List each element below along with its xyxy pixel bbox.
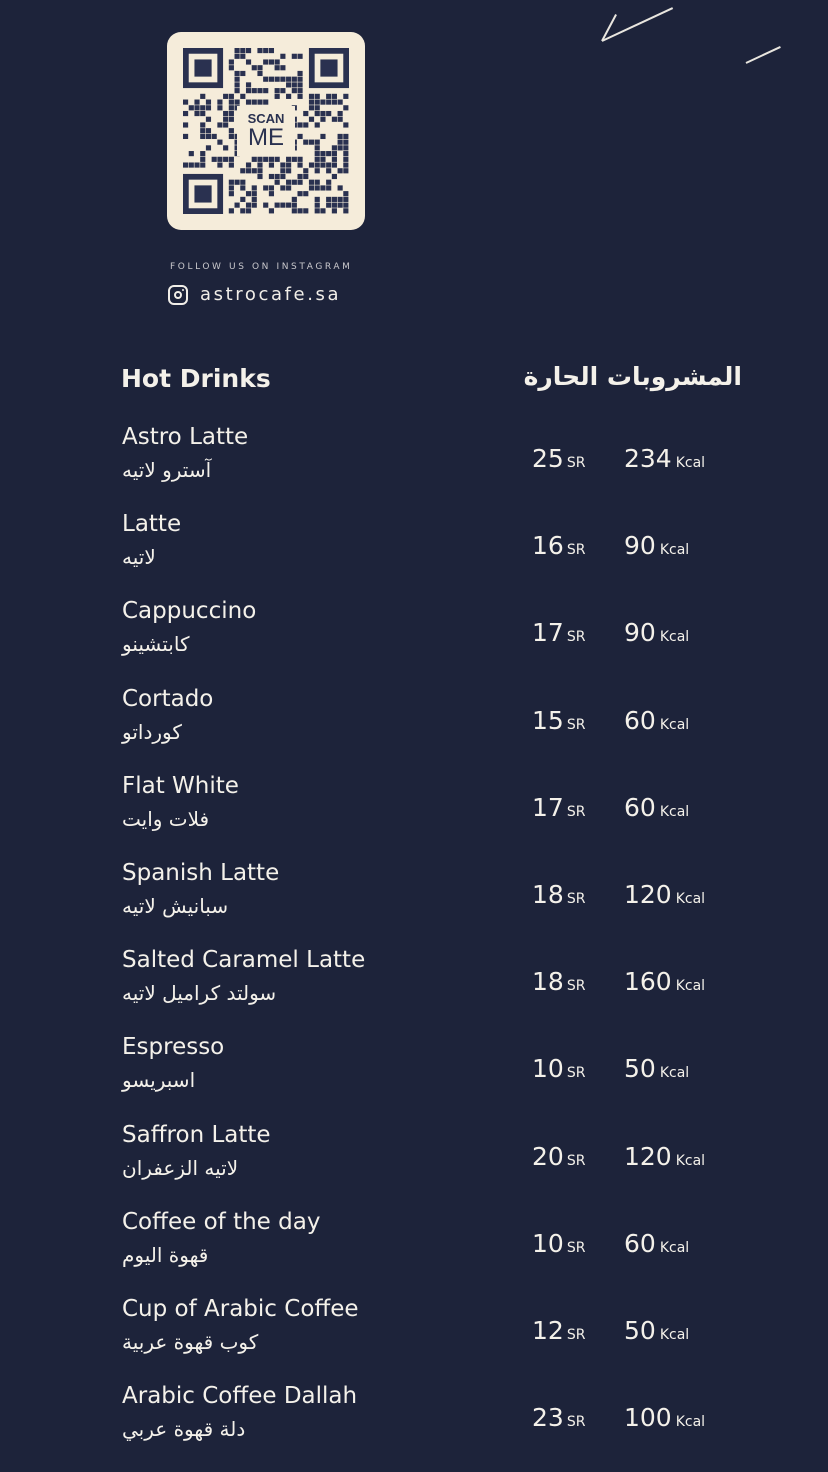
calorie-label: Kcal [659, 629, 690, 646]
item-name-ar: كوب قهوة عربية [122, 1329, 259, 1354]
item-price [532, 967, 585, 996]
item-name-ar: لاتيه الزعفران [122, 1155, 239, 1180]
item-name-en: Salted Caramel Latte [122, 947, 366, 974]
price-value: 23 [532, 1403, 564, 1433]
qr-code[interactable] [167, 32, 365, 230]
item-price [532, 444, 585, 473]
item-calories [624, 793, 689, 822]
item-name-en: Cup of Arabic Coffee [122, 1295, 359, 1322]
currency-label: SR [566, 629, 586, 646]
section-title-ar: المشروبات الحارة [523, 362, 742, 391]
price-value: 15 [532, 705, 564, 735]
item-name-ar: فلات وايت [122, 806, 210, 831]
calorie-label: Kcal [675, 455, 706, 471]
calorie-label: Kcal [675, 978, 706, 995]
price-value: 17 [532, 618, 564, 648]
item-calories [624, 444, 705, 473]
calorie-label: Kcal [659, 716, 690, 733]
item-calories [624, 706, 689, 735]
calorie-label: Kcal [659, 1239, 690, 1256]
item-calories [624, 1229, 689, 1258]
item-calories [624, 531, 689, 560]
section-title-en: Hot Drinks [121, 364, 271, 393]
price-value: 18 [532, 967, 564, 997]
calorie-label: Kcal [675, 1414, 706, 1431]
calorie-value: 100 [624, 1403, 672, 1433]
item-name-en: Saffron Latte [122, 1121, 271, 1148]
item-name-en: Cortado [122, 685, 214, 712]
decorative-line [746, 46, 781, 64]
calorie-value: 50 [624, 1315, 656, 1345]
item-name-en: Astro Latte [122, 424, 249, 450]
calorie-label: Kcal [659, 1065, 690, 1082]
item-price [532, 1316, 585, 1345]
item-calories [624, 1054, 689, 1083]
menu-item [0, 1203, 828, 1290]
currency-label: SR [566, 542, 586, 559]
item-price [532, 880, 585, 909]
item-price [532, 1054, 585, 1083]
item-calories [624, 880, 705, 909]
item-name-en: Latte [122, 511, 182, 538]
calorie-label: Kcal [675, 890, 706, 907]
price-value: 18 [532, 879, 564, 909]
item-name-en: Arabic Coffee Dallah [122, 1383, 358, 1410]
item-price [532, 531, 585, 560]
price-value: 10 [532, 1228, 564, 1258]
decorative-line [602, 7, 674, 42]
calorie-label: Kcal [675, 1152, 706, 1169]
currency-label: SR [566, 1152, 586, 1169]
item-name-ar: دلة قهوة عربي [122, 1417, 246, 1442]
menu-item [0, 505, 828, 592]
item-name-en: Espresso [122, 1034, 225, 1061]
item-name-ar: كورداتو [122, 719, 182, 744]
item-name-en: Spanish Latte [122, 859, 280, 886]
calorie-value: 60 [624, 792, 656, 822]
currency-label: SR [566, 1326, 586, 1343]
item-name-ar: كابتشينو [122, 632, 190, 657]
item-price [532, 618, 585, 647]
price-value: 20 [532, 1141, 564, 1171]
currency-label: SR [566, 978, 586, 995]
follow-label: FOLLOW US ON INSTAGRAM [170, 262, 353, 272]
calorie-label: Kcal [659, 542, 690, 559]
price-value: 17 [532, 792, 564, 822]
calorie-value: 60 [624, 705, 656, 735]
item-calories [624, 618, 689, 647]
instagram-icon [168, 285, 188, 305]
currency-label: SR [566, 455, 586, 471]
menu-item [0, 1290, 828, 1377]
item-price [532, 1403, 585, 1432]
calorie-value: 234 [624, 444, 672, 473]
item-calories [624, 967, 705, 996]
item-name-en: Flat White [122, 772, 239, 799]
item-name-en: Cappuccino [122, 598, 257, 625]
item-price [532, 793, 585, 822]
instagram-link[interactable] [168, 284, 341, 305]
currency-label: SR [566, 1065, 586, 1082]
item-price [532, 706, 585, 735]
menu-item [0, 854, 828, 941]
price-value: 10 [532, 1054, 564, 1084]
item-price [532, 1142, 585, 1171]
price-value: 12 [532, 1315, 564, 1345]
currency-label: SR [566, 890, 586, 907]
menu-item [0, 418, 828, 505]
calorie-value: 120 [624, 879, 672, 909]
scan-text: SCAN [247, 111, 285, 126]
item-calories [624, 1142, 705, 1171]
calorie-label: Kcal [659, 1326, 690, 1343]
calorie-value: 160 [624, 967, 672, 997]
item-calories [624, 1403, 705, 1432]
menu-item [0, 1377, 828, 1464]
menu-list [0, 418, 828, 1464]
currency-label: SR [566, 803, 586, 820]
calorie-value: 120 [624, 1141, 672, 1171]
item-calories [624, 1316, 689, 1345]
currency-label: SR [566, 1239, 586, 1256]
item-name-en: Coffee of the day [122, 1208, 321, 1235]
calorie-value: 90 [624, 618, 656, 648]
calorie-label: Kcal [659, 803, 690, 820]
item-name-ar: سولتد كراميل لاتيه [122, 981, 277, 1006]
scan-me-label [237, 106, 295, 156]
item-name-ar: لاتيه [122, 545, 156, 570]
menu-item [0, 1028, 828, 1115]
menu-item [0, 1116, 828, 1203]
menu-item [0, 767, 828, 854]
menu-item [0, 680, 828, 767]
calorie-value: 60 [624, 1228, 656, 1258]
item-name-ar: اسبريسو [122, 1068, 196, 1093]
item-name-ar: سبانيش لاتيه [122, 893, 229, 918]
menu-item [0, 592, 828, 679]
price-value: 25 [532, 444, 564, 473]
calorie-value: 50 [624, 1054, 656, 1084]
currency-label: SR [566, 716, 586, 733]
item-name-ar: قهوة اليوم [122, 1242, 209, 1267]
item-name-ar: آسترو لاتيه [122, 458, 212, 482]
me-text: ME [248, 124, 284, 151]
menu-item [0, 941, 828, 1028]
price-value: 16 [532, 531, 564, 561]
calorie-value: 90 [624, 531, 656, 561]
instagram-handle: astrocafe.sa [200, 284, 342, 305]
item-price [532, 1229, 585, 1258]
currency-label: SR [566, 1414, 586, 1431]
